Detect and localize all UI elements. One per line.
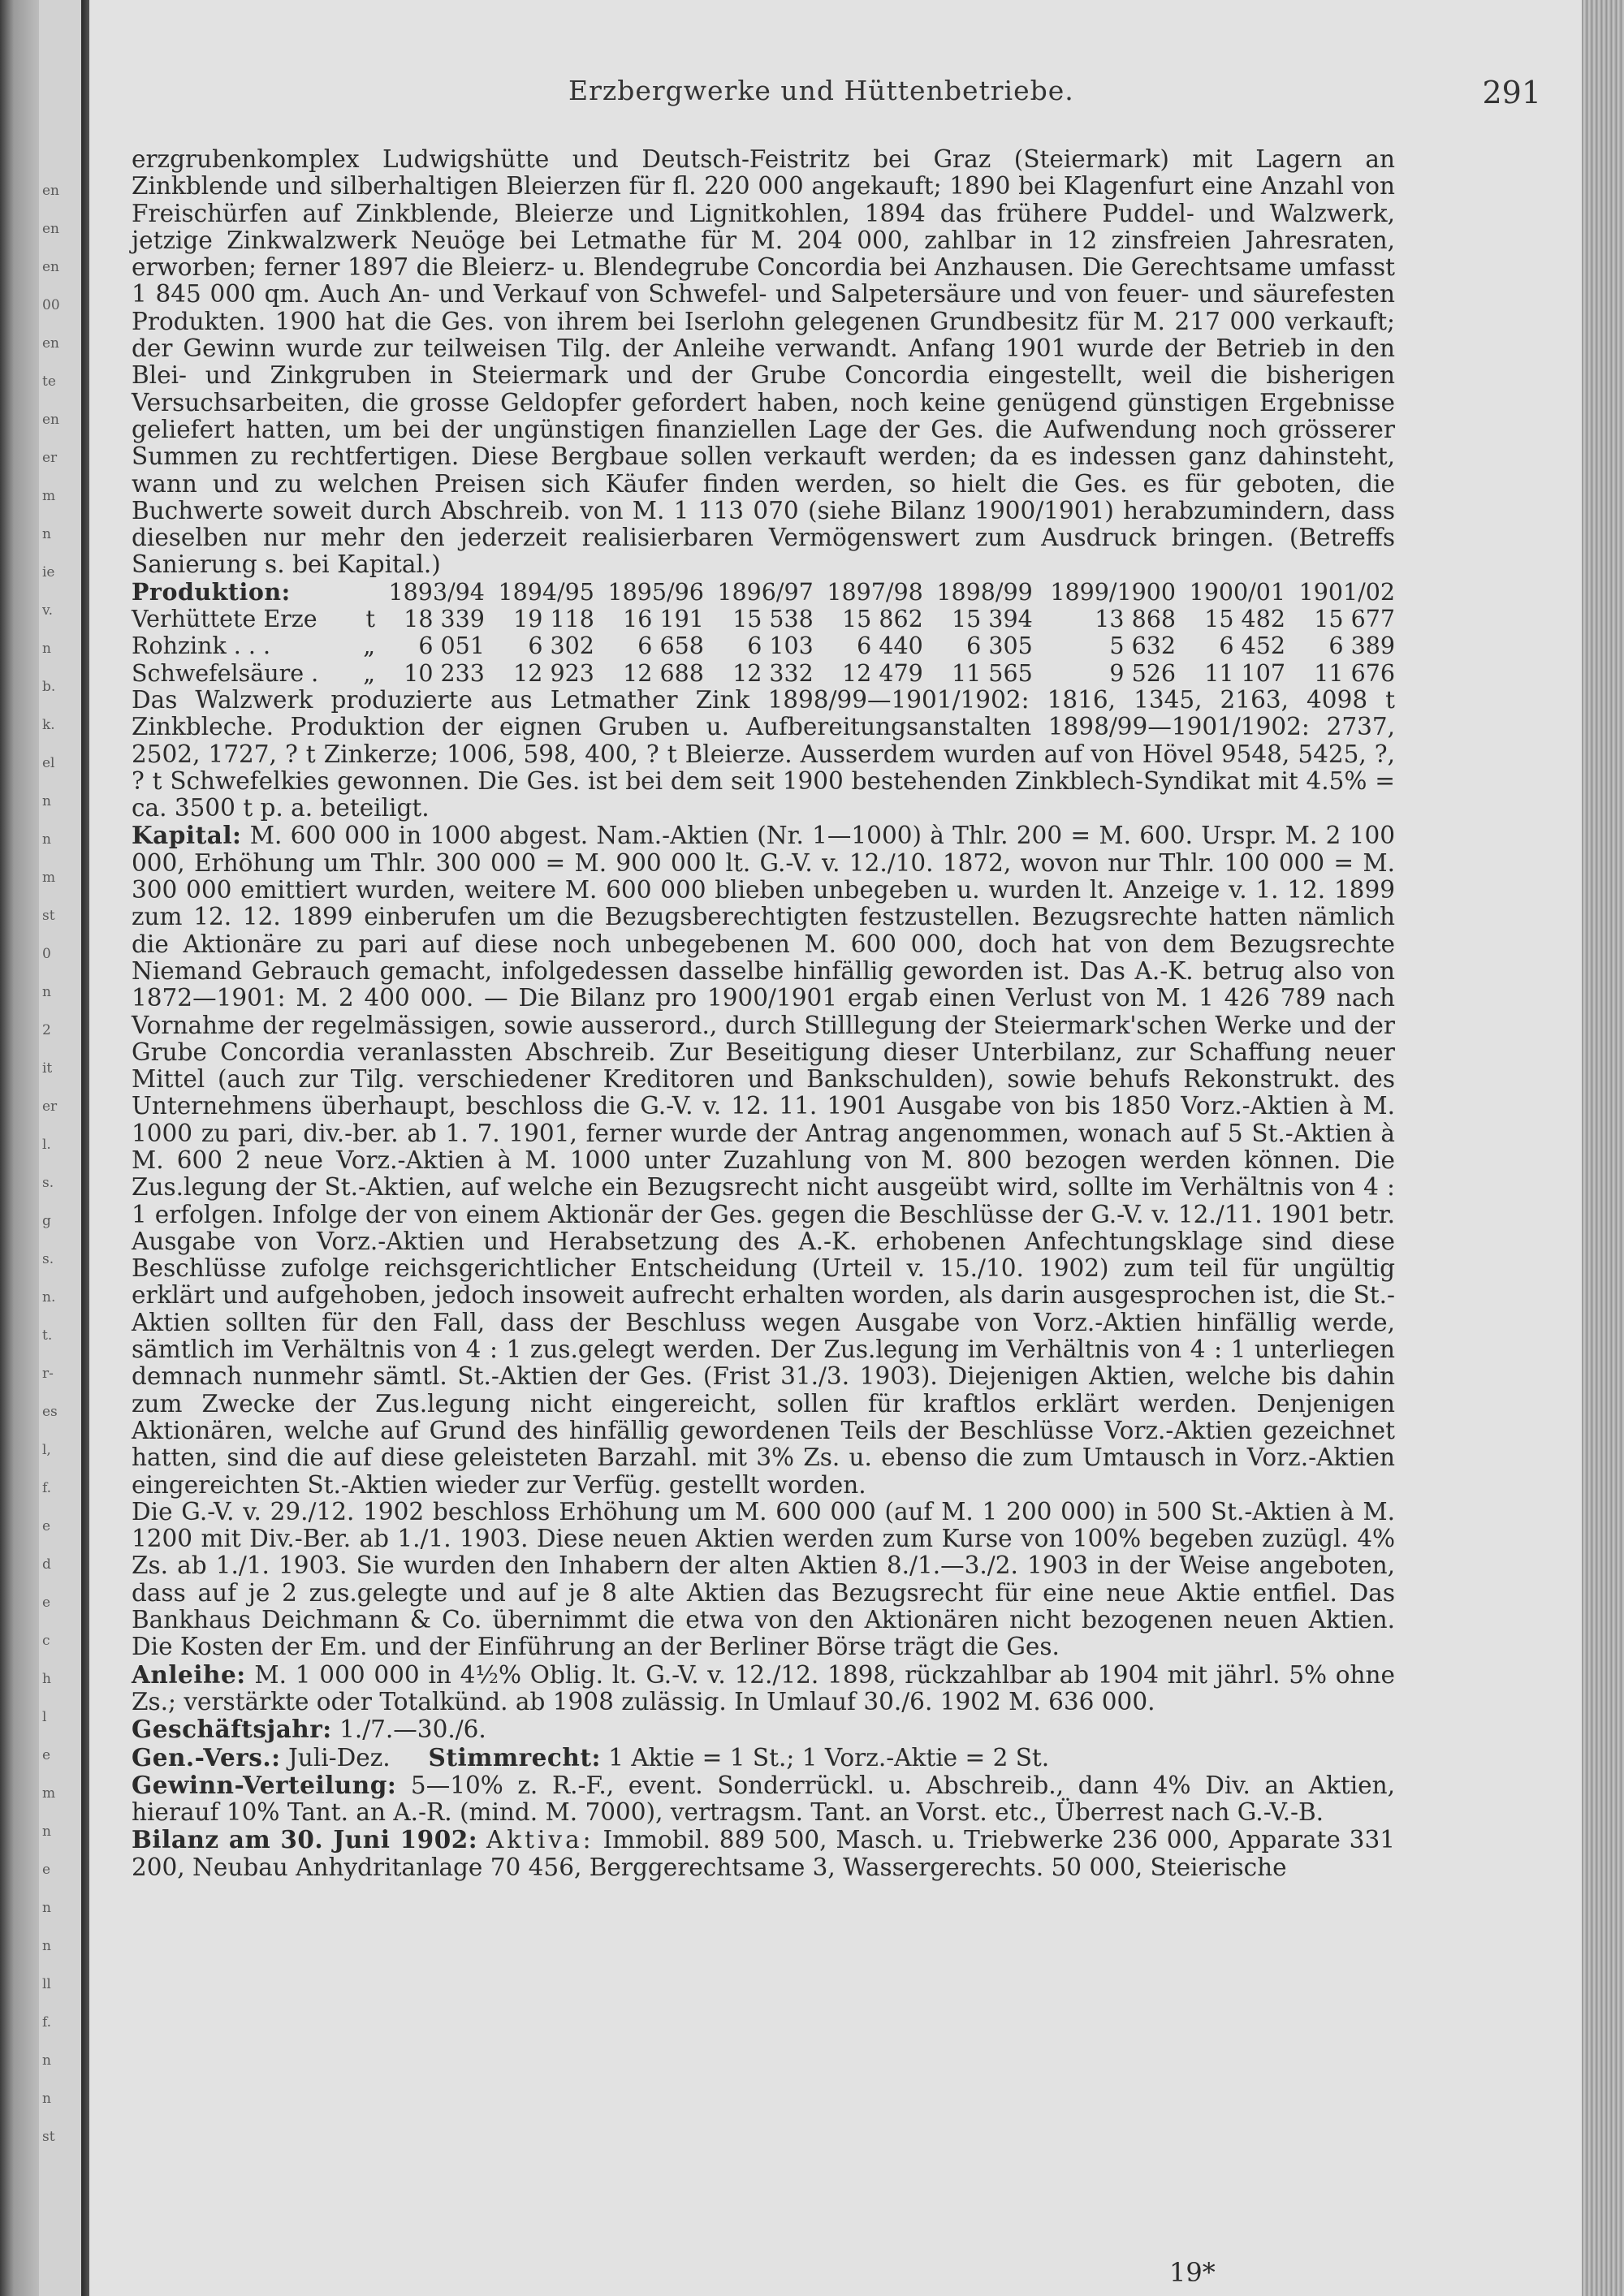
production-value: 10 233 xyxy=(404,659,485,687)
book-spine-shadow xyxy=(81,0,89,2296)
production-year: 1901/02 xyxy=(1298,578,1395,606)
facing-page-fragment: ll xyxy=(42,1976,51,1992)
production-value: 16 191 xyxy=(623,606,704,633)
geschaeftsjahr-text: 1./7.—30./6. xyxy=(339,1716,486,1744)
facing-page-fragment: l, xyxy=(42,1442,51,1458)
facing-page-fragment: m xyxy=(42,870,56,886)
production-year: 1897/98 xyxy=(827,578,923,606)
production-value: 15 677 xyxy=(1314,606,1395,633)
production-value: 11 107 xyxy=(1204,659,1285,687)
production-value: 9 526 xyxy=(1109,659,1177,687)
facing-page-fragment: it xyxy=(42,1060,53,1077)
production-year: 1900/01 xyxy=(1189,578,1285,606)
production-header-row xyxy=(132,579,1395,606)
production-value: 15 538 xyxy=(732,606,814,633)
facing-page-fragment: n xyxy=(42,1900,51,1916)
production-value: 15 394 xyxy=(951,606,1033,633)
facing-page-fragment: en xyxy=(42,412,60,428)
facing-page-fragment: k. xyxy=(42,717,55,733)
facing-page-fragment: n xyxy=(42,641,51,657)
stimmrecht-text: 1 Aktie = 1 St.; 1 Vorz.-Aktie = 2 St. xyxy=(608,1743,1050,1772)
production-unit: t xyxy=(365,606,375,633)
production-year: 1899/1900 xyxy=(1050,578,1177,606)
facing-page-fragment: st xyxy=(42,908,55,924)
facing-page-fragment: n xyxy=(42,526,51,542)
paragraph-capital-increase: Die G.-V. v. 29./12. 1902 beschloss Erhöhung um M. 600 000 (auf M. 1 200 000) in 500 St.-Aktien à M. 1200 mit Div.-Ber. ab 1./1. 1903. Diese neuen Aktien werden zum Kurse von 100% begeben zuzügl. 4% Zs. ab 1./1. 1903. Sie wurden den Inhabern der alten Aktien 8./1.—3./2. 1903 in der Weise angeboten, dass auf je 2 zus.gelegte und auf je 8 alte Aktien das Bezugsrecht für eine neue Aktie entfiel. Das Bankhaus Deichmann & Co. übernimmt die etwa von den Aktionären nicht bezogenen neuen Aktien. Die Kosten der Em. und der Einführung an der Berliner Börse trägt die Ges. xyxy=(132,1497,1395,1661)
facing-page-fragment: e xyxy=(42,1747,51,1763)
paragraph-geschaeftsjahr xyxy=(132,1716,1395,1743)
facing-page-fragment: es xyxy=(42,1404,58,1420)
facing-page-fragment: ie xyxy=(42,564,55,580)
facing-page-fragment: h xyxy=(42,1671,51,1687)
production-value: 6 440 xyxy=(857,632,923,660)
facing-page-fragment: n xyxy=(42,793,51,809)
production-row-label: Rohzink . . . xyxy=(132,632,271,660)
facing-page-fragment: f. xyxy=(42,1480,52,1496)
stimmrecht-label: Stimmrecht: xyxy=(428,1742,601,1772)
facing-page-fragment: n. xyxy=(42,1289,56,1306)
production-table xyxy=(132,579,1395,687)
facing-page-fragment: n xyxy=(42,831,51,848)
page-stack-edge xyxy=(1582,0,1624,2296)
facing-page-fragment: m xyxy=(42,1785,56,1802)
production-value: 19 118 xyxy=(513,606,594,633)
facing-page-fragment: 00 xyxy=(42,297,60,313)
production-value: 15 482 xyxy=(1204,606,1285,633)
production-value: 11 676 xyxy=(1314,659,1395,687)
production-row xyxy=(132,606,1395,632)
facing-page-fragment: f. xyxy=(42,2014,52,2031)
facing-page-fragment: er xyxy=(42,450,58,466)
production-year: 1895/96 xyxy=(607,578,704,606)
paragraph-gewinn xyxy=(132,1772,1395,1827)
facing-page-fragment: 2 xyxy=(42,1022,51,1038)
facing-page-fragment: er xyxy=(42,1098,58,1115)
facing-page-fragment: e xyxy=(42,1595,51,1611)
production-unit: „ xyxy=(363,659,375,687)
production-value: 12 332 xyxy=(732,659,814,687)
production-value: 5 632 xyxy=(1109,632,1177,660)
production-year: 1894/95 xyxy=(498,578,594,606)
production-value: 11 565 xyxy=(951,659,1033,687)
paragraph-rolling-mill: Das Walzwerk produzierte aus Letmather Zink 1898/99—1901/1902: 1816, 1345, 2163, 4098 t Zinkbleche. Produktion der eignen Gruben u. Aufbereitungsanstalten 1898/99—1901/1902: 2737, 2502, 1727, ? t Zinkerze; 1006, 598, 400, ? t Bleierze. Ausserdem wurden auf von Hövel 9548, 5425, ?, ? t Schwefelkies gewonnen. Die Ges. ist bei dem seit 1900 bestehenden Zinkblech-Syndikat mit 4.5% = ca. 3500 t p. a. beteiligt. xyxy=(132,685,1395,822)
facing-page-fragment: en xyxy=(42,259,60,275)
page-number: 291 xyxy=(1482,75,1541,110)
production-value: 6 103 xyxy=(747,632,814,660)
production-year: 1898/99 xyxy=(936,578,1033,606)
facing-page-fragment: s. xyxy=(42,1251,54,1267)
facing-page-fragment: g xyxy=(42,1213,51,1229)
facing-page-fragment: en xyxy=(42,335,60,352)
facing-page-fragment: l. xyxy=(42,1137,51,1153)
production-value: 18 339 xyxy=(404,606,485,633)
facing-page-fragment: l xyxy=(42,1709,47,1725)
facing-page-fragment: e xyxy=(42,1518,51,1534)
facing-page-fragment: n xyxy=(42,2052,51,2069)
facing-page-fragment: n xyxy=(42,984,51,1000)
facing-page-fragment: t. xyxy=(42,1327,53,1344)
facing-page-fragment: m xyxy=(42,488,56,504)
production-value: 6 305 xyxy=(966,632,1033,660)
facing-page-bleed xyxy=(39,0,81,2296)
geschaeftsjahr-label: Geschäftsjahr: xyxy=(132,1715,332,1744)
paragraph-bilanz xyxy=(132,1826,1395,1881)
anleihe-text: M. 1 000 000 in 4½% Oblig. lt. G.-V. v. 12./12. 1898, rückzahlbar ab 1904 mit jährl. 5% ohne Zs.; verstärkte oder Totalkünd. ab 1908 zulässig. In Umlauf 30./6. 1902 M. 636 000. xyxy=(132,1660,1395,1716)
facing-page-fragment: en xyxy=(42,221,60,237)
facing-page-fragment: e xyxy=(42,1862,51,1878)
running-title: Erzbergwerke und Hüttenbetriebe. xyxy=(568,75,1074,106)
production-heading: Produktion: xyxy=(132,577,291,606)
bilanz-label: Bilanz am 30. Juni 1902: xyxy=(132,1825,478,1854)
production-year: 1896/97 xyxy=(717,578,814,606)
production-value: 6 452 xyxy=(1219,632,1285,660)
production-value: 6 658 xyxy=(637,632,704,660)
kapital-label: Kapital: xyxy=(132,821,242,850)
facing-page-fragment: v. xyxy=(42,602,53,619)
production-section xyxy=(132,579,1395,687)
body-text xyxy=(132,146,1395,1881)
production-value: 6 302 xyxy=(528,632,594,660)
facing-page-fragment: n xyxy=(42,1823,51,1840)
gewinn-text: 5—10% z. R.-F., event. Sonderrückl. u. Abschreib., dann 4% Div. an Aktien, hierauf 10% Tant. an A.-R. (mind. M. 7000), vertragsm. Tant. an Vorst. etc., Überrest nach G.-V.-B. xyxy=(132,1771,1395,1827)
production-value: 12 923 xyxy=(513,659,594,687)
kapital-text: M. 600 000 in 1000 abgest. Nam.-Aktien (Nr. 1—1000) à Thlr. 200 = M. 600. Urspr. M. 2 100 000, Erhöhung um Thlr. 300 000 = M. 900 000 lt. G.-V. v. 12./10. 1872, wovon nur Thlr. 100 000 = M. 300 000 emittiert wurden, weitere M. 600 000 blieben unbegeben u. wurden lt. Anzeige v. 1. 12. 1899 zum 12. 12. 1899 einberufen um die Bezugsberechtigten festzustellen. Bezugsrechte hatten nämlich die Aktionäre zu pari auf diese noch unbegebenen M. 600 000, doch hat von dem Bezugsrechte Niemand Gebrauch gemacht, infolgedessen dasselbe hinfällig geworden ist. Das A.-K. betrug also von 1872—1901: M. 2 400 000. — Die Bilanz pro 1900/1901 ergab einen Verlust von M. 1 426 789 nach Vornahme der regelmässigen, sowie ausserord., durch Stilllegung der Steiermark'schen Werke und der Grube Concordia veranlassten Abschreib. Zur Beseitigung dieser Unterbilanz, zur Schaffung neuer Mittel (auch zur Tilg. verschiedener Kreditoren und Bankschulden), sowie behufs Rekonstrukt. des Unternehmens überhaupt, beschloss die G.-V. v. 12. 11. 1901 Ausgabe von bis 1850 Vorz.-Aktien à M. 1000 zu pari, div.-ber. ab 1. 7. 1901, ferner wurde der Antrag angenommen, wonach auf 5 St.-Aktien à M. 600 2 neue Vorz.-Aktien à M. 1000 unter Zuzahlung von M. 800 bezogen werden können. Die Zus.legung der St.-Aktien, auf welche ein Bezugsrecht nicht ausgeübt wird, sollte im Verhältnis von 4 : 1 erfolgen. Infolge der von einem Aktionär der Ges. gegen die Beschlüsse der G.-V. v. 12./11. 1901 betr. Ausgabe von Vorz.-Aktien und Herabsetzung des A.-K. erhobenen Anfechtungsklage sind diese Beschlüsse zufolge reichsgerichtlicher Entscheidung (Urteil v. 15./10. 1902) zum teil für ungültig erklärt und aufgehoben, jedoch insoweit aufrecht erhalten worden, als darin ausgesprochen ist, die St.-Aktien sollten für den Fall, dass der Beschluss wegen Ausgabe von Vorz.-Aktien hinfällig werde, sämtlich im Verhältnis von 4 : 1 zus.gelegt werden. Der Zus.legung im Verhältnis von 4 : 1 unterliegen demnach nunmehr sämtl. St.-Aktien der Ges. (Frist 31./3. 1903). Diejenigen Aktien, welche bis dahin zum Zwecke der Zus.legung nicht eingereicht, sollen für kraftlos erklärt werden. Denjenigen Aktionären, welche auf Grund des hinfällig gewordenen Teils der Beschlüsse Vorz.-Aktien gezeichnet hatten, sind die auf diese geleisteten Barzahl. mit 3% Zs. u. ebenso die zum Umtausch in Vorz.-Aktien eingereichten St.-Aktien wieder zur Verfüg. gestellt worden. xyxy=(132,822,1395,1499)
paragraph-anleihe xyxy=(132,1661,1395,1716)
production-unit: „ xyxy=(363,632,375,660)
production-value: 13 868 xyxy=(1095,606,1177,633)
gewinn-label: Gewinn-Verteilung: xyxy=(132,1770,397,1799)
production-row xyxy=(132,632,1395,659)
facing-page-fragment: d xyxy=(42,1556,51,1573)
production-row-label: Verhüttete Erze xyxy=(132,606,317,633)
production-value: 15 862 xyxy=(842,606,923,633)
facing-page-fragment: s. xyxy=(42,1175,54,1191)
facing-page-fragment: n xyxy=(42,1938,51,1954)
production-value: 6 389 xyxy=(1328,632,1395,660)
facing-page-fragment: c xyxy=(42,1633,50,1649)
facing-page-fragment: b. xyxy=(42,679,56,695)
facing-page-fragment: n xyxy=(42,2091,51,2107)
facing-page-fragment: el xyxy=(42,755,55,771)
genvers-label: Gen.-Vers.: xyxy=(132,1742,281,1772)
production-year: 1893/94 xyxy=(388,578,485,606)
anleihe-label: Anleihe: xyxy=(132,1659,246,1689)
production-value: 6 051 xyxy=(418,632,485,660)
facing-page-fragment: r- xyxy=(42,1366,54,1382)
production-value: 12 479 xyxy=(842,659,923,687)
facing-page-fragment: en xyxy=(42,183,60,199)
signature-mark: 19* xyxy=(1169,2257,1216,2288)
production-row-label: Schwefelsäure . xyxy=(132,659,319,687)
production-value: 12 688 xyxy=(623,659,704,687)
genvers-text: Juli-Dez. xyxy=(287,1743,391,1772)
bilanz-aktiva-label: Aktiva: xyxy=(486,1826,594,1854)
production-row xyxy=(132,660,1395,687)
page-header xyxy=(479,75,1574,115)
facing-page-fragment: 0 xyxy=(42,946,51,962)
paragraph-company-history: erzgrubenkomplex Ludwigshütte und Deutsch-Feistritz bei Graz (Steiermark) mit Lagern an Zinkblende und silberhaltigen Bleierzen für fl. 220 000 angekauft; 1890 bei Klagenfurt eine Anzahl von Freischürfen auf Zinkblende, Bleierze und Lignitkohlen, 1894 das frühere Puddel- und Walzwerk, jetzige Zinkwalzwerk Neuöge bei Letmathe für M. 204 000, zahlbar in 12 zinsfreien Jahresraten, erworben; ferner 1897 die Bleierz- u. Blendegrube Concordia bei Anzhausen. Die Gerechtsame umfasst 1 845 000 qm. Auch An- und Verkauf von Schwefel- und Salpetersäure und von feuer- und säurefesten Produkten. 1900 hat die Ges. von ihrem bei Iserlohn gelegenen Grundbesitz für M. 217 000 verkauft; der Gewinn wurde zur teilweisen Tilg. der Anleihe verwandt. Anfang 1901 wurde der Betrieb in den Blei- und Zinkgruben in Steiermark und der Grube Concordia eingestellt, weil die bisherigen Versuchsarbeiten, die grosse Geldopfer gefordert haben, noch keine genügend günstigen Ergebnisse geliefert hatten, um bei der ungünstigen finanziellen Lage der Ges. die Aufwendung noch grösserer Summen zu rechtfertigen. Diese Bergbaue sollen verkauft werden; da es indessen ganz dahinsteht, wann und zu welchen Preisen sich Käufer finden werden, so hielt die Ges. es für geboten, die Buchwerte soweit durch Abschreib. von M. 1 113 070 (siehe Bilanz 1900/1901) herabzumindern, dass dieselben nur mehr den jederzeit realisierbaren Vermögenswert zum Ausdruck bringen. (Betreffs Sanierung s. bei Kapital.) xyxy=(132,145,1395,579)
facing-page-fragment: te xyxy=(42,373,56,390)
paragraph-genvers xyxy=(132,1744,1395,1772)
facing-page-fragment: st xyxy=(42,2129,55,2145)
paragraph-kapital xyxy=(132,822,1395,1498)
bilanz-text: Immobil. 889 500, Masch. u. Triebwerke 236 000, Apparate 331 200, Neubau Anhydritanlage 70 456, Berggerechtsame 3, Wassergerechts. 50 000, Steierische xyxy=(132,1826,1395,1881)
book-binding-edge xyxy=(0,0,39,2296)
